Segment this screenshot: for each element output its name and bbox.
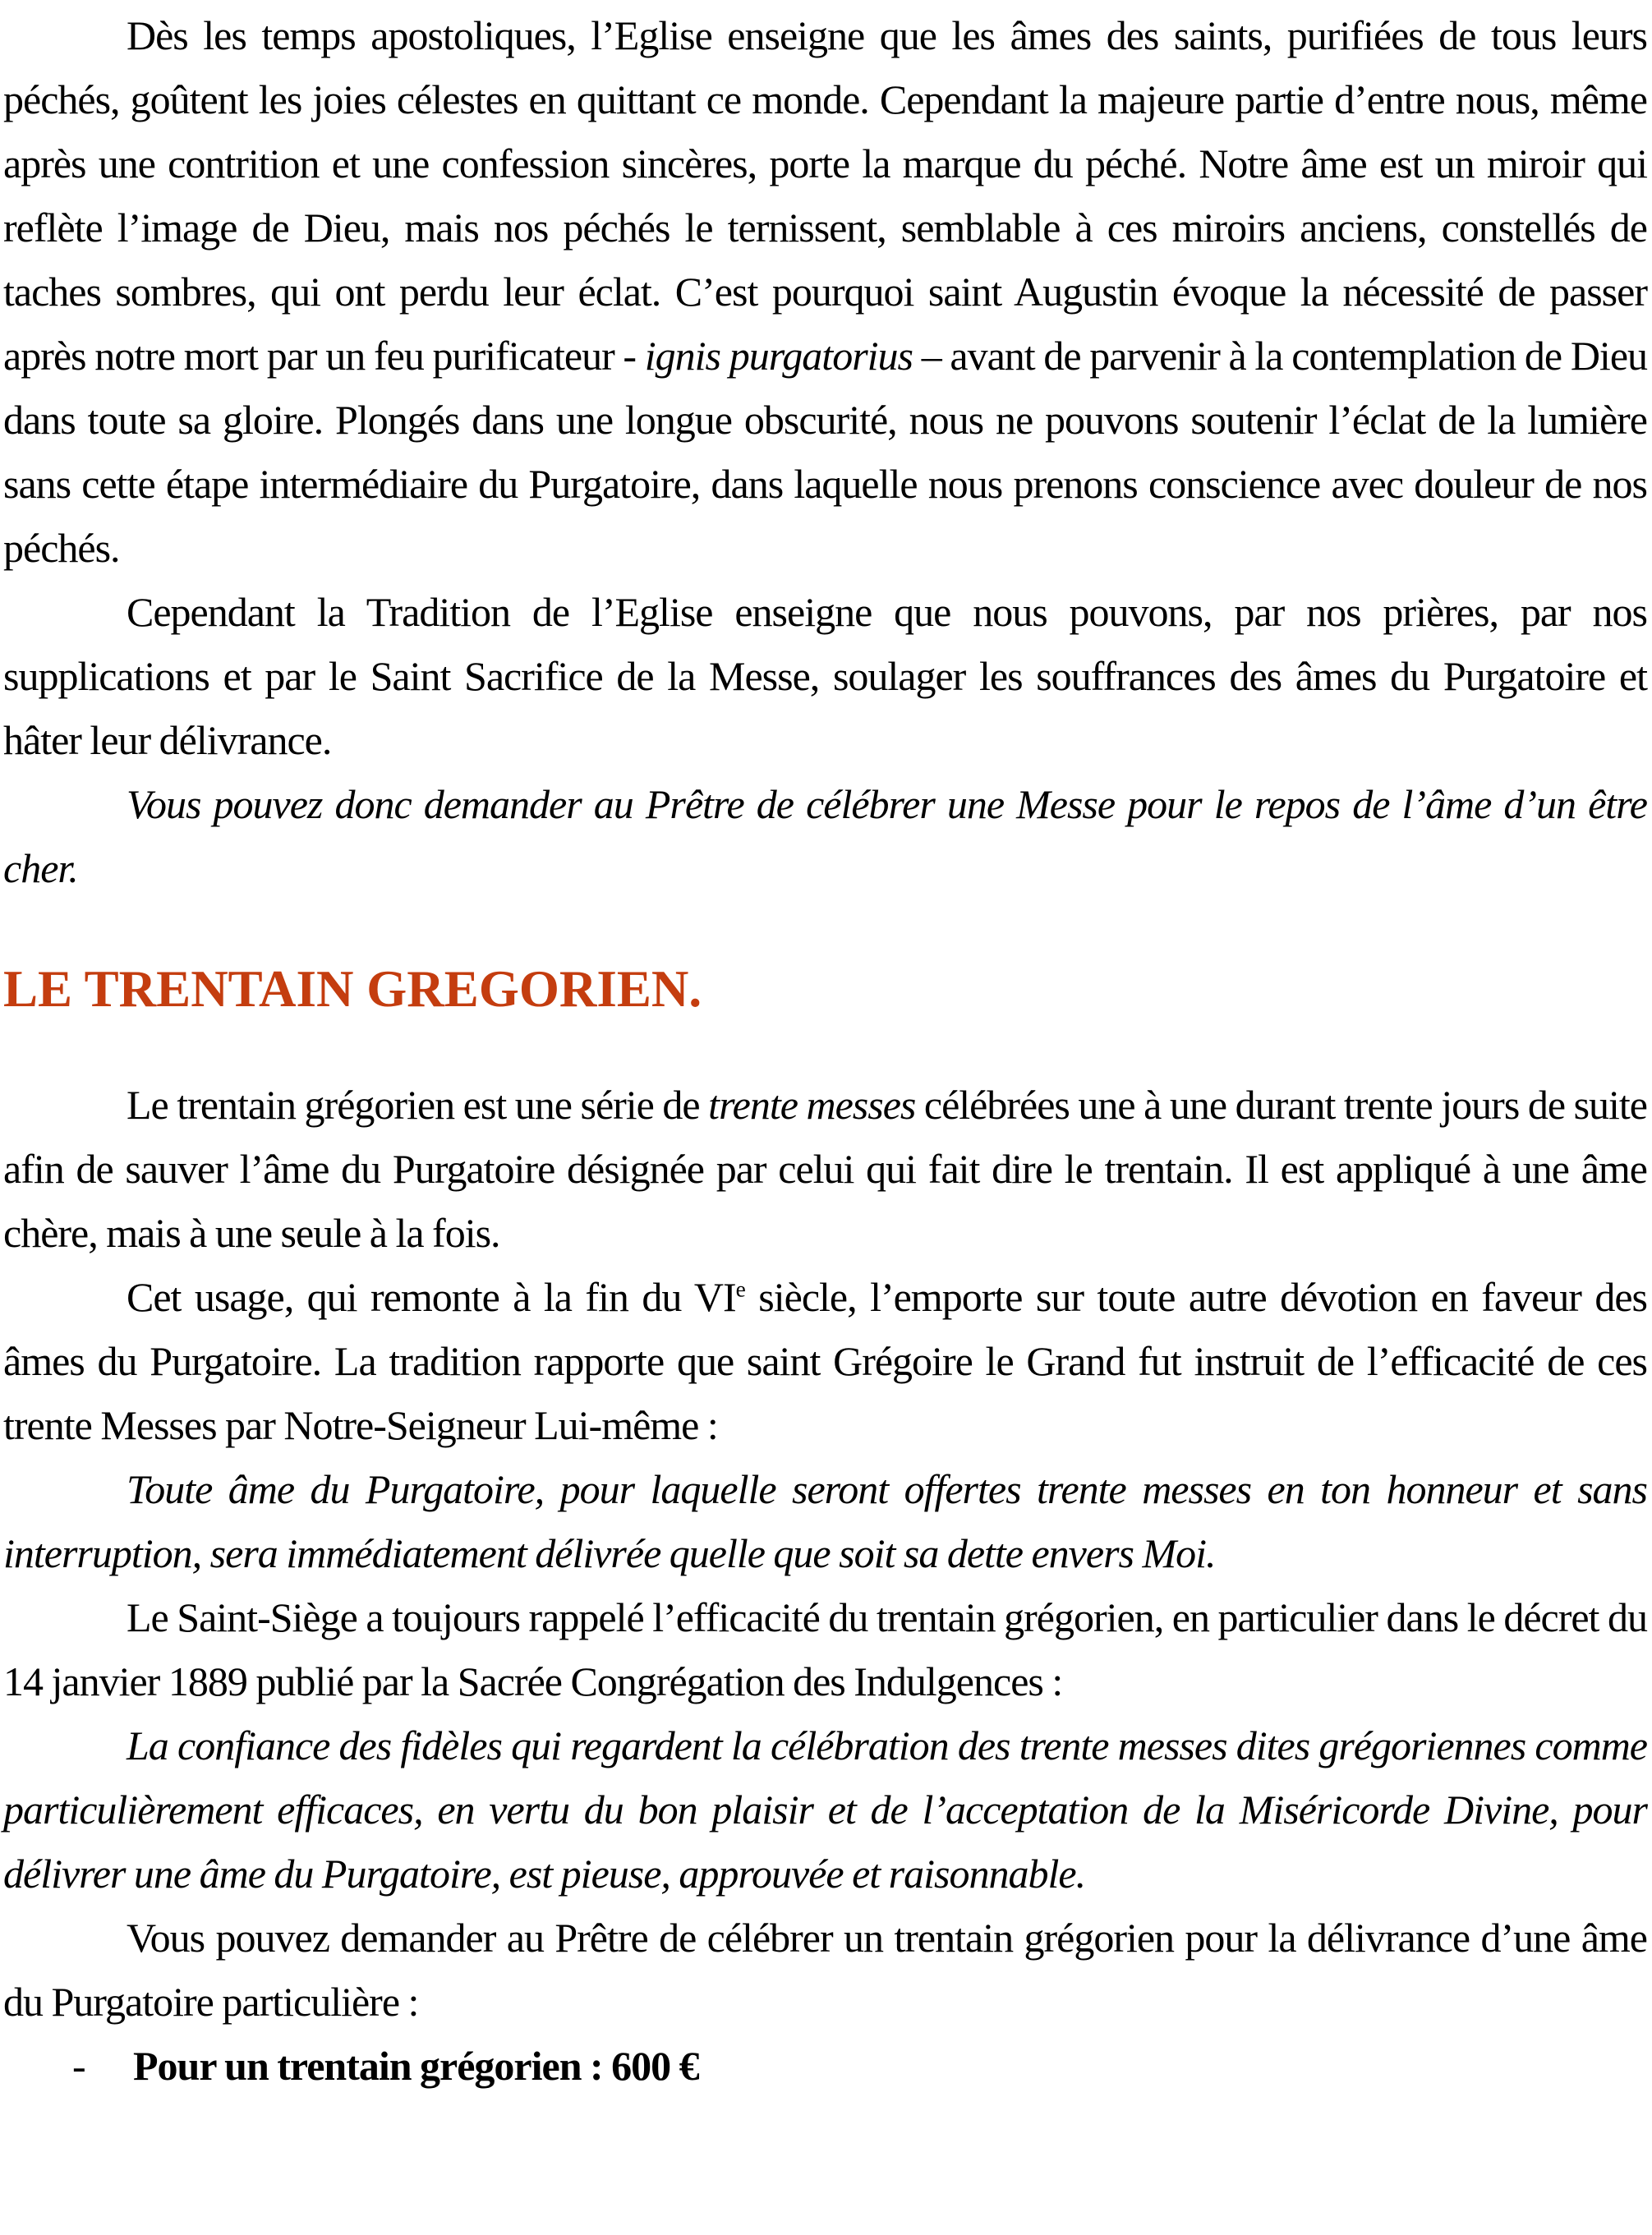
- price-item-text: Pour un trentain grégorien : 600 €: [133, 2043, 699, 2089]
- paragraph-text: – avant de parvenir à la contemplation de Dieu dans toute sa gloire. Plongés dans une longue obscurité, nous ne pouvons soutenir l’éclat de la lumière sans cette étape intermédiaire du Purgatoire, dans laquelle nous prenons conscience avec douleur de nos péchés.: [3, 333, 1648, 571]
- paragraph-mass-request: Vous pouvez donc demander au Prêtre de célébrer une Messe pour le repos de l’âme d’un être cher.: [3, 781, 1647, 891]
- paragraph-holy-see: Le Saint-Siège a toujours rappelé l’efficacité du trentain grégorien, en particulier dans le décret du 14 janvier 1889 publié par la Sacrée Congrégation des Indulgences :: [3, 1594, 1647, 1704]
- paragraph-tradition: Cependant la Tradition de l’Eglise enseigne que nous pouvons, par nos prières, par nos supplications et par le Saint Sacrifice de la Messe, soulager les souffrances des âmes du Purgatoire et hâter leur délivrance.: [3, 589, 1647, 763]
- paragraph-text: Dès les temps apostoliques, l’Eglise enseigne que les âmes des saints, purifiées de tous leurs péchés, goûtent les joies célestes en quittant ce monde. Cependant la majeure partie d’entre nous, même après une contrition et une confession sincères, porte la marque du péché. Notre âme est un miroir qui reflète l’image de Dieu, mais nos péchés le ternissent, semblable à ces miroirs anciens, constellés de taches sombres, qui ont perdu leur éclat. C’est pourquoi saint Augustin évoque la nécessité de passer après notre mort par un feu purificateur -: [3, 12, 1647, 379]
- paragraph-text: Cet usage, qui remonte à la fin du VI: [127, 1274, 736, 1320]
- paragraph-text: célébrées une à une durant trente jours de suite afin de sauver l’âme du Purgatoire désignée par celui qui fait dire le trentain. Il est appliqué à une âme chère, mais à une seule à la fois.: [3, 1082, 1647, 1256]
- paragraph-decree-quote: La confiance des fidèles qui regardent la célébration des trente messes dites grégoriennes comme particulièrement efficaces, en vertu du bon plaisir et de l’acceptation de la Miséricorde Divine, pour délivrer une âme du Purgatoire, est pieuse, approuvée et raisonnable.: [3, 1722, 1647, 1897]
- paragraph-origin: [3, 1265, 1647, 1457]
- century-superscript: e: [735, 1276, 745, 1302]
- emphasized-term: trente messes: [708, 1082, 916, 1128]
- bullet-dash: -: [72, 2043, 85, 2089]
- paragraph-promise-quote: Toute âme du Purgatoire, pour laquelle seront offertes trente messes en ton honneur et sans interruption, sera immédiatement délivrée quelle que soit sa dette envers Moi.: [3, 1466, 1647, 1576]
- latin-term: ignis purgatorius: [644, 333, 913, 379]
- paragraph-trentain-definition: [3, 1073, 1647, 1265]
- paragraph-text: siècle, l’emporte sur toute autre dévotion en faveur des âmes du Purgatoire. La tradition rapporte que saint Grégoire le Grand fut instruit de l’efficacité de ces trente Messes par Notre-Seigneur Lui-même :: [3, 1274, 1647, 1448]
- price-list-item: [3, 2034, 1647, 2098]
- section-heading: LE TRENTAIN GREGORIEN.: [3, 960, 702, 1018]
- paragraph-text: Le trentain grégorien est une série de: [127, 1082, 709, 1128]
- paragraph-request-trentain: Vous pouvez demander au Prêtre de célébrer un trentain grégorien pour la délivrance d’une âme du Purgatoire particulière :: [3, 1915, 1647, 2025]
- paragraph-purgatory-intro: [3, 3, 1647, 580]
